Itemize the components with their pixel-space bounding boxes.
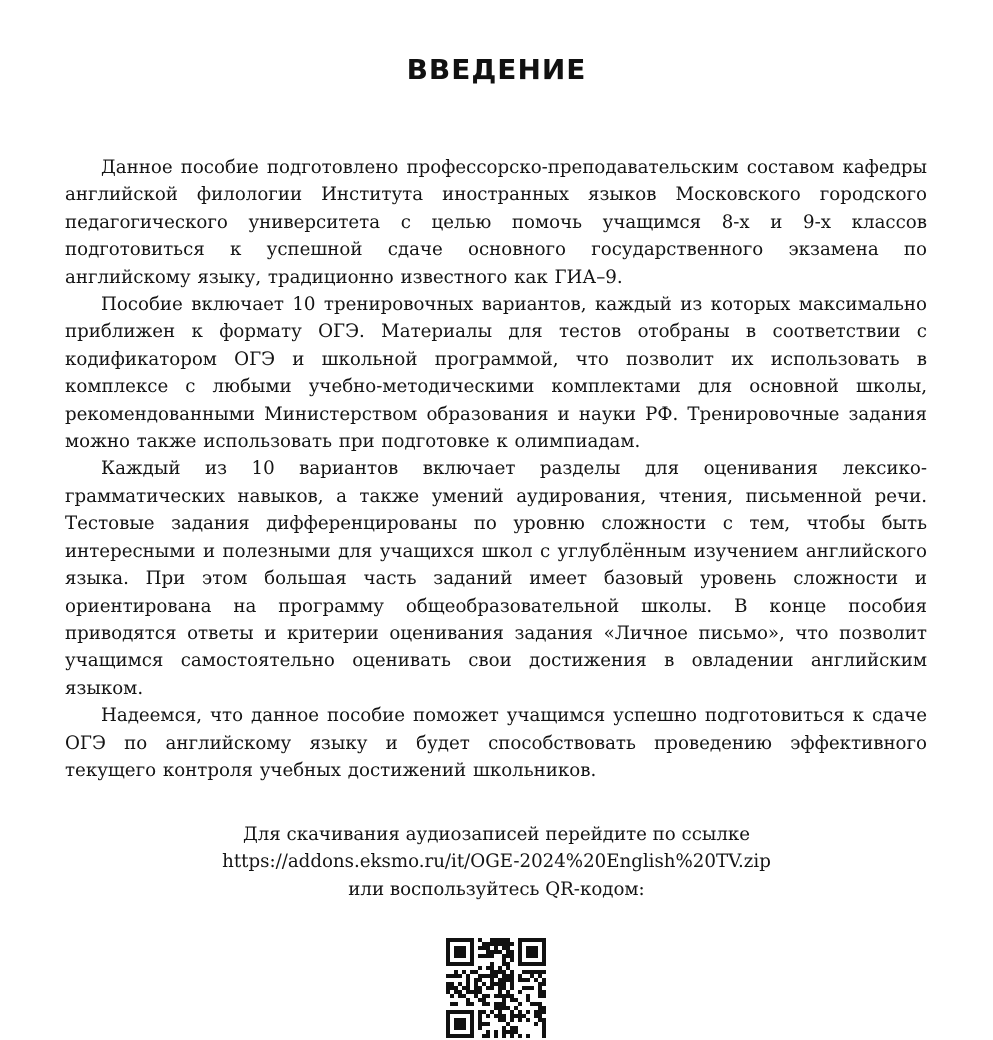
qr-instruction: или воспользуйтесь QR-кодом: xyxy=(348,878,645,900)
paragraph-2: Пособие включает 10 тренировочных вариантов, каждый из которых максимально приближен к формату ОГЭ. Материалы для тестов отобраны в соответствии с кодификатором ОГЭ и школьной программой, что позволит их использовать в комплексе с любыми учебно-методическими комплектами для основной школы, рекомендованными Министерством образования и науки РФ. Тренировочные задания можно также использовать при подготовке к олимпиадам. xyxy=(65,294,927,453)
paragraph-3: Каждый из 10 вариантов включает разделы для оценивания лексико-грамматических навыков, а также умений аудирования, чтения, письменной речи. Тестовые задания дифференцированы по уровню сложности с тем, чтобы быть интересными и полезными для учащихся школ с углублённым изучением английского языка. При этом большая часть заданий имеет базовый уровень сложности и ориентирована на программу общеобразовательной школы. В конце пособия приводятся ответы и критерии оценивания задания «Личное письмо», что позволит учащимся самостоятельно оценивать свои достижения в овладении английским языком. xyxy=(65,458,927,699)
page-title: ВВЕДЕНИЕ xyxy=(406,52,587,86)
download-instruction: Для скачивания аудиозаписей перейдите по ссылке xyxy=(242,824,751,845)
download-link[interactable]: https://addons.eksmo.ru/it/OGE-2024%20English%20TV.zip xyxy=(222,851,771,873)
paragraph-4: Надеемся, что данное пособие поможет учащимся успешно подготовиться к сдаче ОГЭ по английскому языку и будет способствовать проведению эффективного текущего контроля учебных достижений школьников. xyxy=(65,705,927,781)
qr-code-graphic xyxy=(443,936,549,1040)
paragraph-1: Данное пособие подготовлено профессорско-преподавательским составом кафедры английской филологии Института иностранных языков Московского городского педагогического университета с целью помочь учащимся 8-х и 9-х классов подготовиться к успешной сдаче основного государственного экзамена по английскому языку, традиционно известного как ГИА–9. xyxy=(65,157,927,288)
audio-download-block xyxy=(0,821,993,903)
qr-code-icon[interactable] xyxy=(443,936,549,1040)
introduction-text xyxy=(65,154,927,784)
